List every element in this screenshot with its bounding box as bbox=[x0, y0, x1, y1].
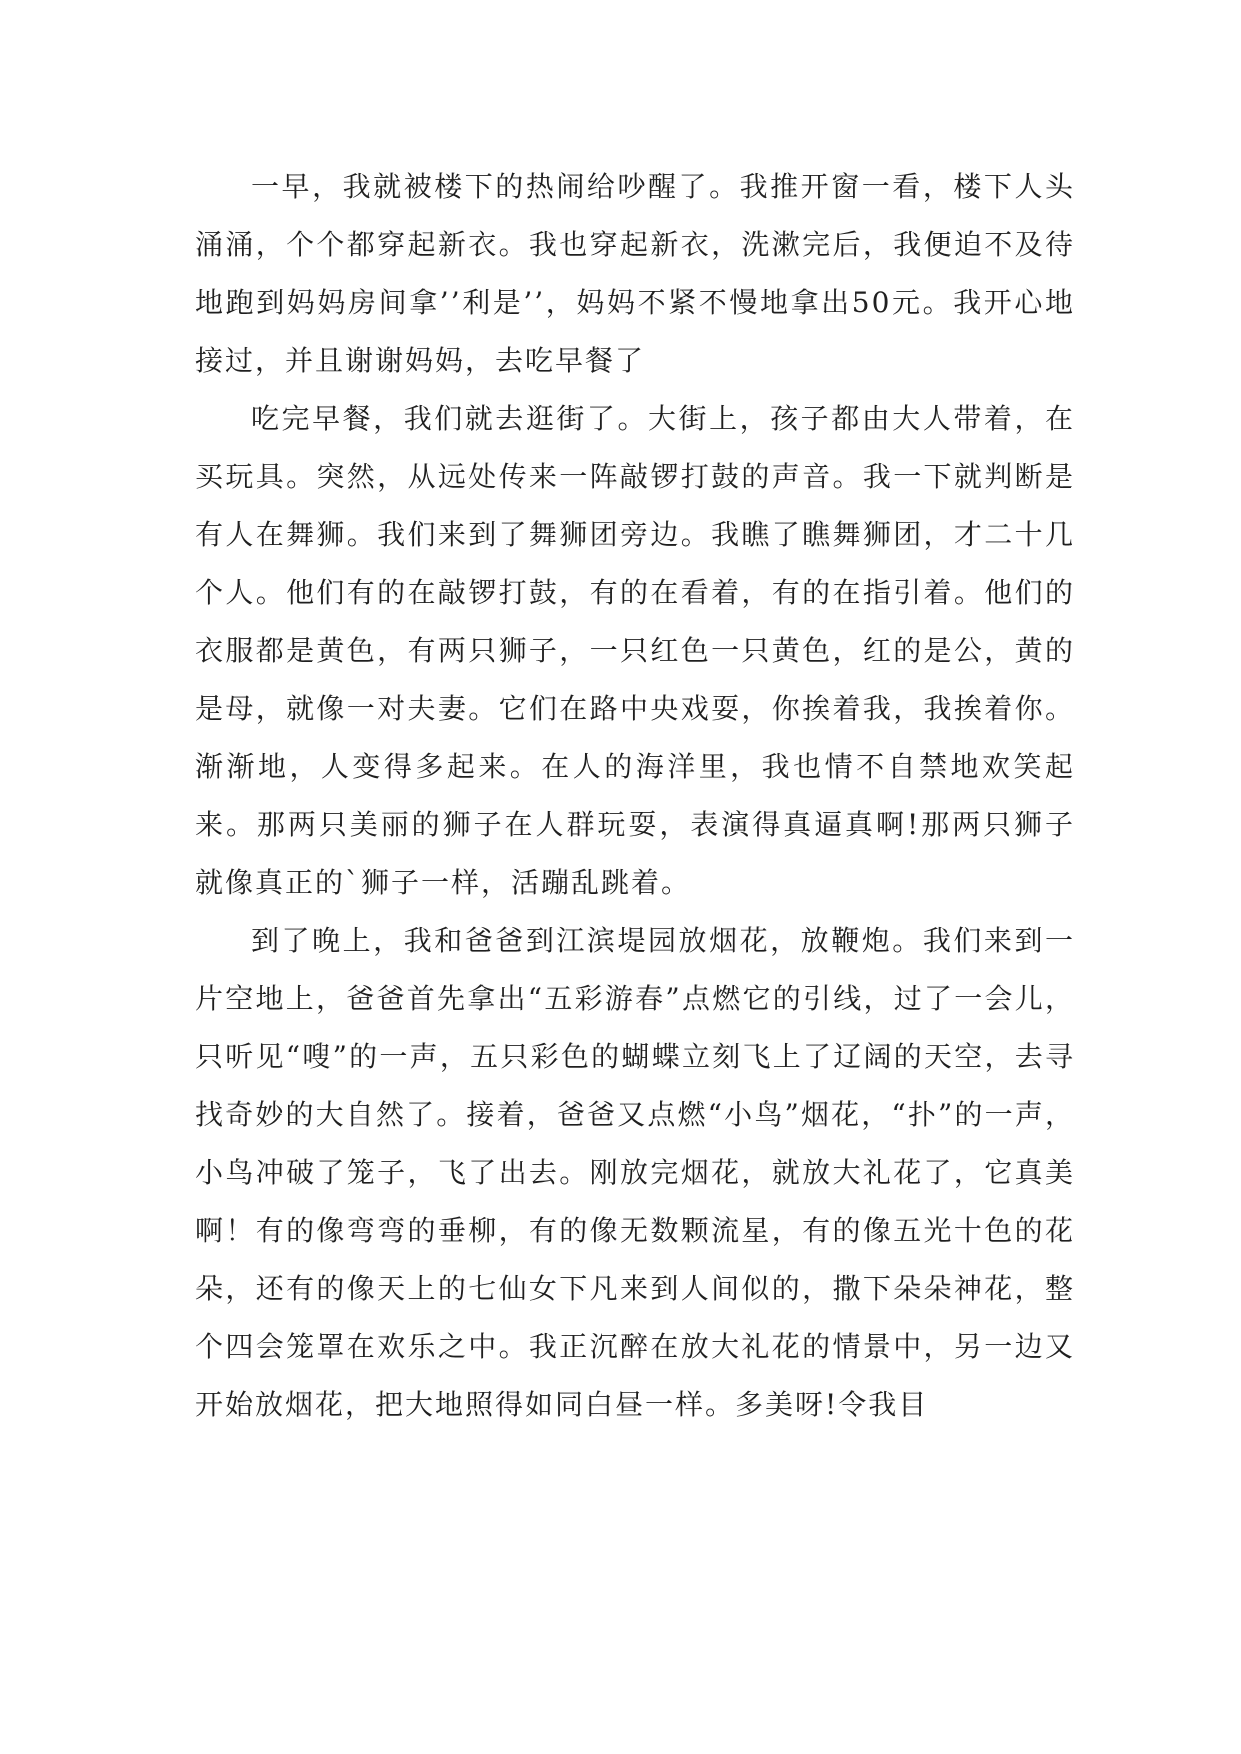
document-body bbox=[195, 158, 1075, 1434]
paragraph-morning: 一早，我就被楼下的热闹给吵醒了。我推开窗一看，楼下人头涌涌，个个都穿起新衣。我也穿起新衣，洗漱完后，我便迫不及待地跑到妈妈房间拿’’利是’’，妈妈不紧不慢地拿出50元。我开心地接过，并且谢谢妈妈，去吃早餐了 bbox=[195, 170, 1075, 377]
paragraph-lion-dance: 吃完早餐，我们就去逛街了。大街上，孩子都由大人带着，在买玩具。突然，从远处传来一阵敲锣打鼓的声音。我一下就判断是有人在舞狮。我们来到了舞狮团旁边。我瞧了瞧舞狮团，才二十几个人。他们有的在敲锣打鼓，有的在看着，有的在指引着。他们的衣服都是黄色，有两只狮子，一只红色一只黄色，红的是公，黄的是母，就像一对夫妻。它们在路中央戏耍，你挨着我，我挨着你。渐渐地，人变得多起来。在人的海洋里，我也情不自禁地欢笑起来。那两只美丽的狮子在人群玩耍，表演得真逼真啊!那两只狮子就像真正的`狮子一样，活蹦乱跳着。 bbox=[195, 402, 1075, 899]
paragraph-fireworks: 到了晚上，我和爸爸到江滨堤园放烟花，放鞭炮。我们来到一片空地上，爸爸首先拿出“五彩游春”点燃它的引线，过了一会儿，只听见“嗖”的一声，五只彩色的蝴蝶立刻飞上了辽阔的天空，去寻找奇妙的大自然了。接着，爸爸又点燃“小鸟”烟花，“扑”的一声，小鸟冲破了笼子，飞了出去。刚放完烟花，就放大礼花了，它真美啊！有的像弯弯的垂柳，有的像无数颗流星，有的像五光十色的花朵，还有的像天上的七仙女下凡来到人间似的，撒下朵朵神花，整个四会笼罩在欢乐之中。我正沉醉在放大礼花的情景中，另一边又开始放烟花，把大地照得如同白昼一样。多美呀!令我目 bbox=[195, 924, 1075, 1421]
